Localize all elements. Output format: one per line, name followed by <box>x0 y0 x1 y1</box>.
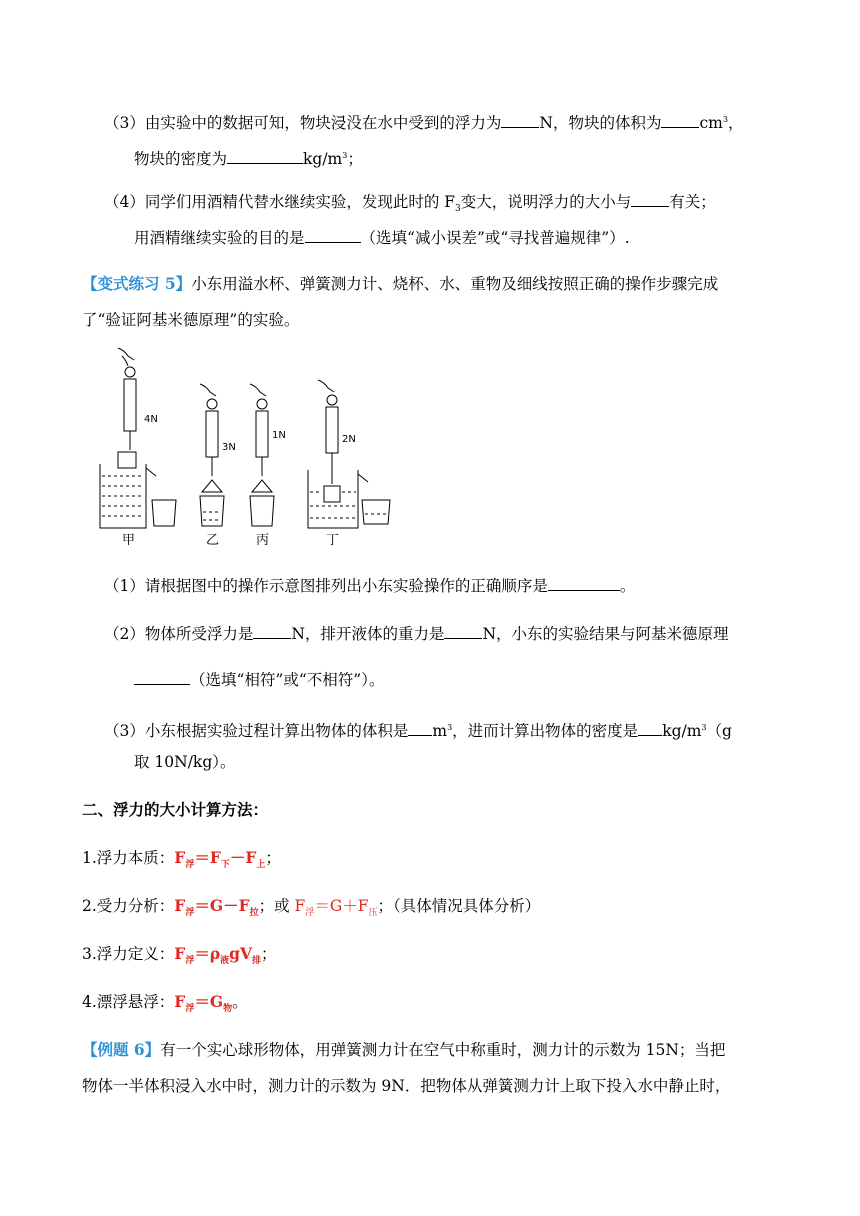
reading-yi: 3N <box>222 442 236 453</box>
label-yi: 乙 <box>206 533 220 548</box>
formula-2b: $F_浮=G+F_压$ <box>294 897 378 919</box>
v5q2-blank-match[interactable] <box>134 670 190 685</box>
formula-4: $F_浮=G_物$ <box>174 992 233 1015</box>
method-3: 3.浮力定义：$F_浮=\rho_液gV_排$； <box>82 944 277 967</box>
v5q1-blank-order[interactable] <box>548 576 620 591</box>
reading-jia: 4N <box>144 414 158 425</box>
q3-line2: 物块的密度为 $kg/m^3$； <box>134 150 363 169</box>
v5q1-line: （1）请根据图中的操作示意图排列出小东实验操作的正确顺序是 。 <box>104 577 636 595</box>
spring-scale-icon <box>124 379 136 431</box>
label-jia: 甲 <box>122 533 136 548</box>
reading-bing: 1N <box>272 430 286 441</box>
formula-3: $F_浮=\rho_液gV_排$ <box>174 944 262 967</box>
method-1: 1.浮力本质：$F_浮=F_下-F_上$； <box>82 848 281 871</box>
v5q3-line2: 取 10N/kg）。 <box>134 753 236 771</box>
section2-heading: 二、浮力的大小计算方法： <box>82 800 269 819</box>
q3-blank-volume[interactable] <box>661 113 699 128</box>
setup-jia <box>100 348 176 528</box>
method-4: 4.漂浮悬浮：$F_浮=G_物$。 <box>82 992 248 1015</box>
block-icon <box>118 452 136 468</box>
example6-tag: 【例题 6】 <box>82 1040 161 1059</box>
example6-line2: 物体一半体积浸入水中时，测力计的示数为 9N．把物体从弹簧测力计上取下投入水中静止时， <box>82 1077 731 1095</box>
q3-text: （3）由实验中的数据可知，物块浸没在水中受到的浮力为 <box>104 114 502 133</box>
label-ding: 丁 <box>326 533 340 548</box>
q4-blank-factor[interactable] <box>631 192 669 207</box>
setup-labels <box>122 533 339 548</box>
example6-line1: 【例题 6】有一个实心球形物体，用弹簧测力计在空气中称重时，测力计的示数为 15N；当把 <box>82 1040 726 1059</box>
v5q3-blank-density[interactable] <box>638 721 662 736</box>
v5q2-line2: （选填“相符”或“不相符”）。 <box>134 670 384 690</box>
q3-blank-density[interactable] <box>227 149 303 164</box>
q3-line1: （3）由实验中的数据可知，物块浸没在水中受到的浮力为 N，物块的体积为 $cm^3$， <box>104 114 744 133</box>
experiment-figure <box>96 346 396 548</box>
formula-2a: $F_浮=G-F_拉$ <box>174 896 259 919</box>
v5q3-blank-volume[interactable] <box>408 721 432 736</box>
v5q2-blank-weight[interactable] <box>444 624 482 639</box>
setup-bing <box>250 384 274 526</box>
setup-yi <box>200 384 224 526</box>
q4-line2: 用酒精继续实验的目的是 （选填“减小误差”或“寻找普遍规律”）. <box>134 229 630 247</box>
v5q2-blank-buoyancy[interactable] <box>253 624 291 639</box>
beaker-icon <box>152 500 176 526</box>
formula-1: $F_浮=F_下-F_上$ <box>174 848 266 871</box>
variant5-line1: 【变式练习 5】小东用溢水杯、弹簧测力计、烧杯、水、重物及细线按照正确的操作步骤完成 <box>82 274 719 293</box>
method-2: 2.受力分析：$F_浮=G-F_拉$；或 $F_浮=G+F_压$；（具体情况具体分析） <box>82 896 541 919</box>
label-bing: 丙 <box>256 533 270 548</box>
v5q3-line1: （3）小东根据实验过程计算出物体的体积是 $m^3$，进而计算出物体的密度是 $kg/m^3(g$ <box>104 722 732 741</box>
v5q2-line1: （2）物体所受浮力是 N，排开液体的重力是 N，小东的实验结果与阿基米德原理 <box>104 625 729 643</box>
q4-blank-purpose[interactable] <box>305 228 361 243</box>
hook-ring-icon <box>125 367 135 377</box>
setup-ding <box>308 380 390 528</box>
variant5-tag: 【变式练习 5】 <box>82 274 192 293</box>
hand-icon <box>118 348 134 366</box>
variant5-line2: 了“验证阿基米德原理”的实验。 <box>82 311 300 329</box>
scale-readings <box>144 414 356 453</box>
reading-ding: 2N <box>342 434 356 445</box>
q4-line1: （4）同学们用酒精代替水继续实验，发现此时的 $F_3$变大，说明浮力的大小与 有关； <box>104 193 716 215</box>
q3-blank-force[interactable] <box>501 113 539 128</box>
